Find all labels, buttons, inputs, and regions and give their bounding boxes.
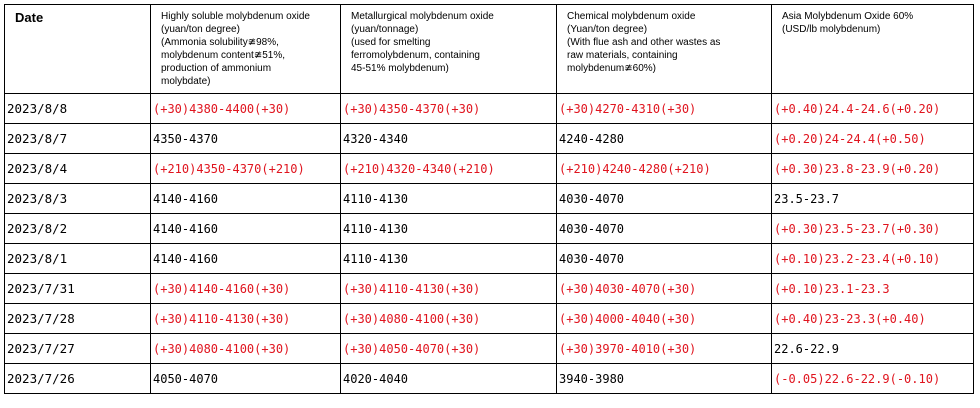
highly-soluble-price-cell: 4050-4070 [151, 364, 341, 394]
table-row [5, 154, 974, 184]
highly-soluble-price-cell: 4140-4160 [151, 214, 341, 244]
date-cell: 2023/8/8 [5, 94, 151, 124]
chemical-price-cell: 4030-4070 [557, 244, 772, 274]
asia-price-cell: 22.6-22.9 [772, 334, 974, 364]
highly-soluble-price-cell: 4140-4160 [151, 184, 341, 214]
asia-price-cell: (+0.30)23.5-23.7(+0.30) [772, 214, 974, 244]
header-asia-molybdenum-oxide: Asia Molybdenum Oxide 60% (USD/lb molybdenum) [772, 5, 974, 94]
asia-price-cell: (-0.05)22.6-22.9(-0.10) [772, 364, 974, 394]
chemical-price-cell: (+30)3970-4010(+30) [557, 334, 772, 364]
asia-price-cell: (+0.30)23.8-23.9(+0.20) [772, 154, 974, 184]
metallurgical-price-cell: 4110-4130 [341, 214, 557, 244]
table-row [5, 364, 974, 394]
table-row [5, 124, 974, 154]
date-cell: 2023/7/31 [5, 274, 151, 304]
asia-price-cell: (+0.20)24-24.4(+0.50) [772, 124, 974, 154]
highly-soluble-price-cell: 4350-4370 [151, 124, 341, 154]
chemical-price-cell: 4030-4070 [557, 184, 772, 214]
table-row [5, 94, 974, 124]
metallurgical-price-cell: (+30)4050-4070(+30) [341, 334, 557, 364]
date-cell: 2023/8/7 [5, 124, 151, 154]
asia-price-cell: (+0.10)23.1-23.3 [772, 274, 974, 304]
metallurgical-price-cell: (+30)4080-4100(+30) [341, 304, 557, 334]
asia-price-cell: (+0.10)23.2-23.4(+0.10) [772, 244, 974, 274]
chemical-price-cell: (+30)4270-4310(+30) [557, 94, 772, 124]
highly-soluble-price-cell: (+30)4080-4100(+30) [151, 334, 341, 364]
date-cell: 2023/8/3 [5, 184, 151, 214]
price-table [4, 4, 974, 394]
chemical-price-cell: 4030-4070 [557, 214, 772, 244]
date-cell: 2023/8/4 [5, 154, 151, 184]
highly-soluble-price-cell: (+30)4110-4130(+30) [151, 304, 341, 334]
date-cell: 2023/8/1 [5, 244, 151, 274]
chemical-price-cell: (+210)4240-4280(+210) [557, 154, 772, 184]
metallurgical-price-cell: (+210)4320-4340(+210) [341, 154, 557, 184]
table-row [5, 274, 974, 304]
header-row [5, 5, 974, 94]
asia-price-cell: (+0.40)23-23.3(+0.40) [772, 304, 974, 334]
metallurgical-price-cell: 4020-4040 [341, 364, 557, 394]
table-row [5, 334, 974, 364]
header-date: Date [5, 5, 151, 94]
table-row [5, 184, 974, 214]
header-chemical-molybdenum-oxide: Chemical molybdenum oxide (Yuan/ton degree) (With flue ash and other wastes as raw materials, containing molybdenum≇60%) [557, 5, 772, 94]
metallurgical-price-cell: (+30)4110-4130(+30) [341, 274, 557, 304]
date-cell: 2023/8/2 [5, 214, 151, 244]
date-cell: 2023/7/26 [5, 364, 151, 394]
highly-soluble-price-cell: 4140-4160 [151, 244, 341, 274]
date-cell: 2023/7/28 [5, 304, 151, 334]
header-highly-soluble-molybdenum-oxide: Highly soluble molybdenum oxide (yuan/ton degree) (Ammonia solubility≇98%, molybdenum content≇51%, production of ammonium molybdate) [151, 5, 341, 94]
table-row [5, 214, 974, 244]
metallurgical-price-cell: (+30)4350-4370(+30) [341, 94, 557, 124]
metallurgical-price-cell: 4110-4130 [341, 184, 557, 214]
metallurgical-price-cell: 4110-4130 [341, 244, 557, 274]
table-row [5, 244, 974, 274]
chemical-price-cell: (+30)4000-4040(+30) [557, 304, 772, 334]
highly-soluble-price-cell: (+30)4380-4400(+30) [151, 94, 341, 124]
chemical-price-cell: (+30)4030-4070(+30) [557, 274, 772, 304]
asia-price-cell: 23.5-23.7 [772, 184, 974, 214]
metallurgical-price-cell: 4320-4340 [341, 124, 557, 154]
date-cell: 2023/7/27 [5, 334, 151, 364]
highly-soluble-price-cell: (+30)4140-4160(+30) [151, 274, 341, 304]
header-metallurgical-molybdenum-oxide: Metallurgical molybdenum oxide (yuan/tonnage) (used for smelting ferromolybdenum, containing 45-51% molybdenum) [341, 5, 557, 94]
table-row [5, 304, 974, 334]
asia-price-cell: (+0.40)24.4-24.6(+0.20) [772, 94, 974, 124]
chemical-price-cell: 4240-4280 [557, 124, 772, 154]
chemical-price-cell: 3940-3980 [557, 364, 772, 394]
highly-soluble-price-cell: (+210)4350-4370(+210) [151, 154, 341, 184]
